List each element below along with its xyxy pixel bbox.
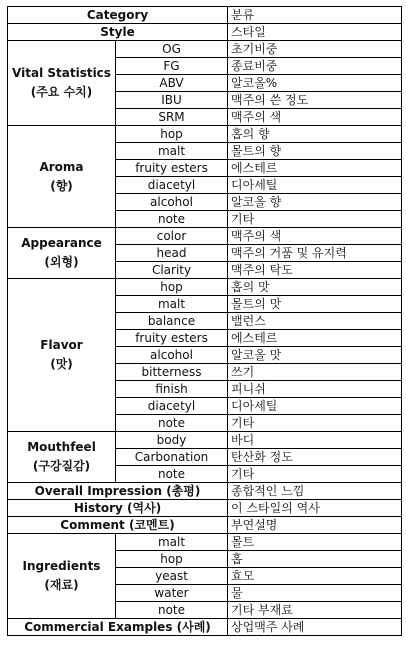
- item-value: 디아세틸: [228, 398, 402, 415]
- item-value: 초기비중: [228, 41, 402, 58]
- item-value: 디아세틸: [228, 177, 402, 194]
- item-label: alcohol: [116, 194, 228, 211]
- item-value: 몰트의 향: [228, 143, 402, 160]
- item-label: FG: [116, 58, 228, 75]
- table-body: [8, 7, 402, 636]
- item-label: SRM: [116, 109, 228, 126]
- group-label: [8, 534, 116, 619]
- item-value: 기타: [228, 415, 402, 432]
- item-value: 알코올%: [228, 75, 402, 92]
- item-label: body: [116, 432, 228, 449]
- row-label: Commercial Examples (사례): [8, 619, 228, 636]
- table-row: [8, 619, 402, 636]
- item-label: hop: [116, 551, 228, 568]
- table-row: [8, 279, 402, 296]
- item-value: 몰트: [228, 534, 402, 551]
- item-label: Carbonation: [116, 449, 228, 466]
- item-label: ABV: [116, 75, 228, 92]
- item-label: hop: [116, 279, 228, 296]
- item-value: 종료비중: [228, 58, 402, 75]
- item-label: note: [116, 415, 228, 432]
- group-name: Vital Statistics: [12, 66, 111, 80]
- table-row: [8, 500, 402, 517]
- item-label: Clarity: [116, 262, 228, 279]
- table-row: [8, 24, 402, 41]
- item-value: 물: [228, 585, 402, 602]
- item-value: 밸런스: [228, 313, 402, 330]
- group-name-korean: (구강질감): [32, 459, 91, 473]
- group-name: Aroma: [39, 159, 84, 174]
- item-label: hop: [116, 126, 228, 143]
- item-value: 기타: [228, 466, 402, 483]
- table-row: [8, 41, 402, 58]
- row-value: 분류: [228, 7, 402, 24]
- item-label: OG: [116, 41, 228, 58]
- item-label: note: [116, 602, 228, 619]
- group-name: Appearance: [21, 236, 102, 250]
- group-name-korean: (향): [50, 178, 73, 193]
- row-value: 스타일: [228, 24, 402, 41]
- item-value: 기타 부재료: [228, 602, 402, 619]
- group-name-korean: (외형): [44, 255, 79, 269]
- item-value: 맥주의 색: [228, 228, 402, 245]
- item-value: 에스테르: [228, 330, 402, 347]
- item-value: 바디: [228, 432, 402, 449]
- item-value: 알코올 맛: [228, 347, 402, 364]
- table-row: [8, 534, 402, 551]
- table-row: [8, 483, 402, 500]
- item-label: fruity esters: [116, 160, 228, 177]
- row-label: History (역사): [8, 500, 228, 517]
- item-value: 피니쉬: [228, 381, 402, 398]
- item-value: 몰트의 맛: [228, 296, 402, 313]
- item-value: 쓰기: [228, 364, 402, 381]
- item-value: 효모: [228, 568, 402, 585]
- group-name: Flavor: [40, 338, 83, 352]
- item-label: yeast: [116, 568, 228, 585]
- item-label: malt: [116, 534, 228, 551]
- item-label: bitterness: [116, 364, 228, 381]
- table-row: [8, 432, 402, 449]
- group-name: Mouthfeel: [27, 440, 96, 454]
- item-value: 기타: [228, 211, 402, 228]
- group-label: [8, 126, 116, 228]
- item-label: finish: [116, 381, 228, 398]
- table-row: [8, 7, 402, 24]
- table-row: [8, 517, 402, 534]
- item-label: malt: [116, 143, 228, 160]
- item-label: alcohol: [116, 347, 228, 364]
- item-value: 홉: [228, 551, 402, 568]
- item-value: 맥주의 거품 및 유지력: [228, 245, 402, 262]
- item-value: 맥주의 쓴 정도: [228, 92, 402, 109]
- item-label: color: [116, 228, 228, 245]
- group-label: [8, 279, 116, 432]
- item-value: 맥주의 탁도: [228, 262, 402, 279]
- item-label: fruity esters: [116, 330, 228, 347]
- item-label: water: [116, 585, 228, 602]
- beer-style-table: [7, 6, 402, 636]
- item-label: malt: [116, 296, 228, 313]
- item-value: 탄산화 정도: [228, 449, 402, 466]
- row-value: 부연설명: [228, 517, 402, 534]
- group-label: [8, 432, 116, 483]
- row-value: 이 스타일의 역사: [228, 500, 402, 517]
- item-value: 에스테르: [228, 160, 402, 177]
- table-row: [8, 126, 402, 143]
- item-value: 홉의 향: [228, 126, 402, 143]
- group-name-korean: (맛): [50, 357, 73, 371]
- row-label: Overall Impression (총평): [8, 483, 228, 500]
- item-label: note: [116, 211, 228, 228]
- group-label: [8, 41, 116, 126]
- row-value: 종합적인 느낌: [228, 483, 402, 500]
- item-label: diacetyl: [116, 398, 228, 415]
- group-name: Ingredients: [22, 559, 101, 573]
- group-name-korean: (주요 수치): [30, 85, 93, 99]
- row-value: 상업맥주 사례: [228, 619, 402, 636]
- item-label: IBU: [116, 92, 228, 109]
- row-label: Comment (코멘트): [8, 517, 228, 534]
- item-label: head: [116, 245, 228, 262]
- table-row: [8, 228, 402, 245]
- item-value: 홉의 맛: [228, 279, 402, 296]
- item-label: diacetyl: [116, 177, 228, 194]
- group-name-korean: (재료): [44, 578, 79, 592]
- row-label: Category: [8, 7, 228, 24]
- item-value: 알코올 향: [228, 194, 402, 211]
- group-label: [8, 228, 116, 279]
- item-label: note: [116, 466, 228, 483]
- item-label: balance: [116, 313, 228, 330]
- row-label: Style: [8, 24, 228, 41]
- item-value: 맥주의 색: [228, 109, 402, 126]
